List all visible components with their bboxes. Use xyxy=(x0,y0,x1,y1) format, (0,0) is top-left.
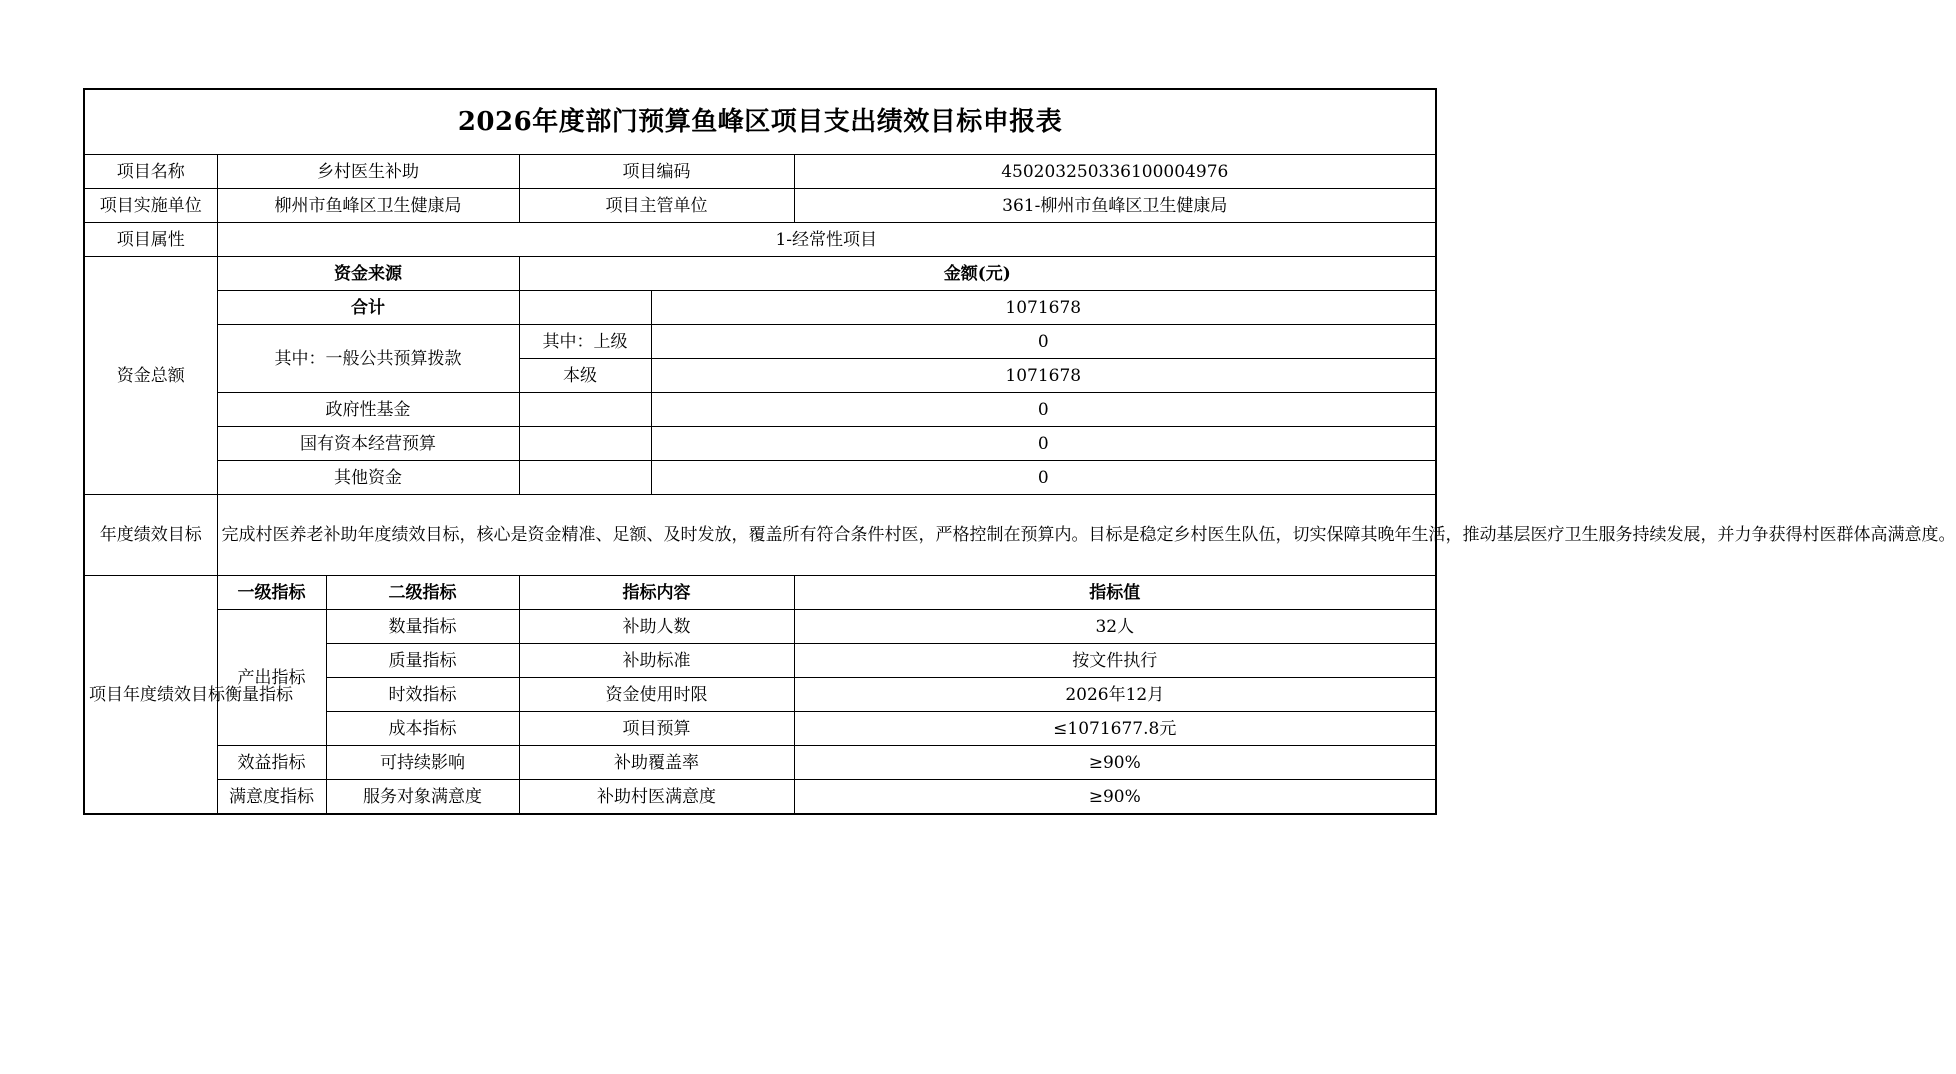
fund-upper-value: 0 xyxy=(651,325,1436,359)
indicator-content: 补助人数 xyxy=(519,610,794,644)
fund-general-label: 其中：一般公共预算拨款 xyxy=(217,325,519,393)
indicator-value: ≥90% xyxy=(794,746,1436,780)
indicator-level2: 数量指标 xyxy=(326,610,519,644)
fund-amount-header: 金额(元) xyxy=(519,257,1436,291)
fund-total-label: 合计 xyxy=(217,291,519,325)
fund-total-subcell xyxy=(519,291,651,325)
fund-source-header: 资金来源 xyxy=(217,257,519,291)
indicator-value: 2026年12月 xyxy=(794,678,1436,712)
impl-unit-value: 柳州市鱼峰区卫生健康局 xyxy=(217,189,519,223)
project-name-value: 乡村医生补助 xyxy=(217,155,519,189)
mgmt-unit-label: 项目主管单位 xyxy=(519,189,794,223)
indicator-level2: 成本指标 xyxy=(326,712,519,746)
fund-state-value: 0 xyxy=(651,427,1436,461)
annual-goal-text: 完成村医养老补助年度绩效目标，核心是资金精准、足额、及时发放，覆盖所有符合条件村医，严格控制在预算内。目标是稳定乡村医生队伍，切实保障其晚年生活，推动基层医疗卫生服务持续发展，并力争获得村医群体高满意度。 xyxy=(217,495,1436,576)
attr-value: 1-经常性项目 xyxy=(217,223,1436,257)
benefit-indicator-label: 效益指标 xyxy=(217,746,326,780)
fund-local-value: 1071678 xyxy=(651,359,1436,393)
satisfaction-indicator-label: 满意度指标 xyxy=(217,780,326,815)
project-code-value: 450203250336100004976 xyxy=(794,155,1436,189)
impl-unit-label: 项目实施单位 xyxy=(84,189,217,223)
level2-header: 二级指标 xyxy=(326,576,519,610)
fund-state-subcell xyxy=(519,427,651,461)
mgmt-unit-value: 361-柳州市鱼峰区卫生健康局 xyxy=(794,189,1436,223)
value-header: 指标值 xyxy=(794,576,1436,610)
fund-local-label: 本级 xyxy=(519,359,651,393)
fund-gov-label: 政府性基金 xyxy=(217,393,519,427)
project-code-label: 项目编码 xyxy=(519,155,794,189)
indicator-value: ≤1071677.8元 xyxy=(794,712,1436,746)
project-name-label: 项目名称 xyxy=(84,155,217,189)
content-header: 指标内容 xyxy=(519,576,794,610)
indicator-level2: 服务对象满意度 xyxy=(326,780,519,815)
fund-upper-label: 其中：上级 xyxy=(519,325,651,359)
fund-other-subcell xyxy=(519,461,651,495)
indicator-content: 补助标准 xyxy=(519,644,794,678)
performance-target-table xyxy=(83,88,1956,815)
attr-label: 项目属性 xyxy=(84,223,217,257)
level1-header: 一级指标 xyxy=(217,576,326,610)
indicator-content: 资金使用时限 xyxy=(519,678,794,712)
annual-goal-label: 年度绩效目标 xyxy=(84,495,217,576)
fund-gov-value: 0 xyxy=(651,393,1436,427)
indicator-level2: 时效指标 xyxy=(326,678,519,712)
indicators-section-label: 项目年度绩效目标衡量指标 xyxy=(84,576,217,815)
funds-section-label: 资金总额 xyxy=(84,257,217,495)
indicator-value: ≥90% xyxy=(794,780,1436,815)
indicator-level2: 可持续影响 xyxy=(326,746,519,780)
indicator-content: 项目预算 xyxy=(519,712,794,746)
indicator-content: 补助村医满意度 xyxy=(519,780,794,815)
fund-other-value: 0 xyxy=(651,461,1436,495)
indicator-content: 补助覆盖率 xyxy=(519,746,794,780)
table-title: 2026年度部门预算鱼峰区项目支出绩效目标申报表 xyxy=(84,89,1436,155)
fund-state-label: 国有资本经营预算 xyxy=(217,427,519,461)
indicator-value: 按文件执行 xyxy=(794,644,1436,678)
indicator-level2: 质量指标 xyxy=(326,644,519,678)
indicator-value: 32人 xyxy=(794,610,1436,644)
fund-total-value: 1071678 xyxy=(651,291,1436,325)
output-indicator-label: 产出指标 xyxy=(217,610,326,746)
fund-gov-subcell xyxy=(519,393,651,427)
fund-other-label: 其他资金 xyxy=(217,461,519,495)
